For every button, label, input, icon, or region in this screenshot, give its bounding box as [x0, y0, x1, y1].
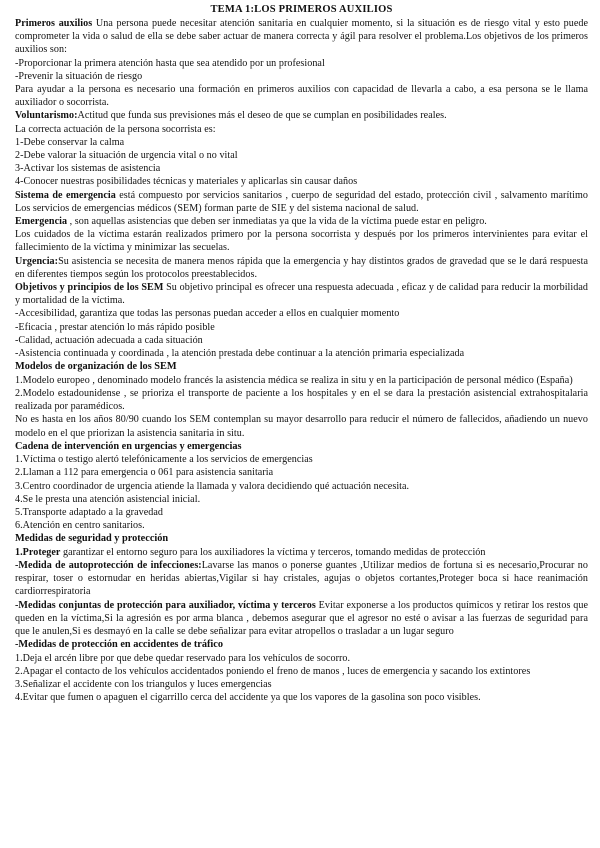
paragraph-text: -Accesibilidad, garantiza que todas las personas puedan acceder a ellos en cualquier momento [15, 308, 400, 320]
paragraph-text: 1.Modelo europeo , denominado modelo francés la asistencia médica se realiza in situ y en la participación de personal médico (España) [15, 374, 573, 386]
paragraph [15, 519, 588, 532]
paragraph-text: 2.Llaman a 112 para emergencia o 061 para asistencia sanitaria [15, 467, 274, 479]
paragraph [15, 215, 588, 228]
paragraph-text: 3.Señalizar el accidente con los triangulos y luces emergencias [15, 678, 272, 690]
paragraph-text: Los cuidados de la víctima estarán realizados primero por la persona socorrista y después por los primeros intervinientes para evitar el fallecimiento de la víctima y minimizar las secuelas. [15, 229, 588, 254]
paragraph [15, 691, 588, 704]
paragraph [15, 413, 588, 439]
bold-term: Voluntarismo: [15, 110, 78, 122]
paragraph-text: 2-Debe valorar la situación de urgencia vital o no vital [15, 150, 238, 162]
paragraph [15, 189, 588, 215]
paragraph-text: 2.Apagar el contacto de los vehículos accidentados poniendo el freno de manos , luces de emergencia y sacando los extintores [15, 665, 531, 677]
paragraph-text: 4.Evitar que fumen o apaguen el cigarrillo cerca del accidente ya que los vapores de la gasolina son poco visibles. [15, 692, 481, 704]
paragraph [15, 559, 588, 599]
bold-term: Modelos de organización de los SEM [15, 361, 177, 373]
paragraph-text: 6.Atención en centro sanitarios. [15, 520, 145, 532]
paragraph-text: Su objetivo principal es ofrecer una respuesta adecuada , eficaz y de calidad para reducir la morbilidad y mortalidad de la víctima. [15, 282, 588, 307]
section-heading [15, 532, 588, 545]
paragraph-text: está compuesto por servicios sanitarios , cuerpo de seguridad del estado, protección civil , salvamento marítimo Los servicios de emergencias médicos (SEM) forman parte de SIE y del sistema nacional de salud. [15, 189, 589, 214]
paragraph-text: garantizar el entorno seguro para los auxiliadores la víctima y terceros, tomando medidas de protección [60, 546, 486, 558]
paragraph [15, 307, 588, 320]
paragraph [15, 281, 588, 307]
paragraph-text: Lavarse las manos o ponerse guantes ,Utilizar medios de fortuna si es necesario,Procurar no respirar, toser o estornudar en heridas abiertas,Vigilar si hay cristales, agujas o objetos cortantes,Proteger boca si hace reanimación cardiorrespiratoria [15, 559, 588, 598]
bold-term: 1.Proteger [15, 546, 61, 558]
paragraph-text: -Proporcionar la primera atención hasta que sea atendido por un profesional [15, 57, 325, 69]
paragraph [15, 136, 588, 149]
paragraph [15, 665, 588, 678]
paragraph [15, 162, 588, 175]
paragraph [15, 334, 588, 347]
paragraph [15, 387, 588, 413]
section-heading [15, 360, 588, 373]
bold-term: Primeros auxilios [15, 18, 93, 29]
paragraph-text: -Eficacia , prestar atención lo más rápido posible [15, 321, 215, 333]
paragraph-text: -Prevenir la situación de riesgo [15, 70, 143, 82]
page-title: TEMA 1:LOS PRIMEROS AUXILIOS [210, 4, 393, 15]
paragraph-text: 4.Se le presta una atención asistencial inicial. [15, 493, 201, 505]
section-heading [15, 638, 588, 651]
paragraph [15, 480, 588, 493]
paragraph [15, 453, 588, 466]
paragraph [15, 347, 588, 360]
paragraph [15, 83, 588, 109]
paragraph-text: 4-Conocer nuestras posibilidades técnicas y materiales y aplicarlas sin causar daños [15, 176, 358, 188]
paragraph [15, 599, 588, 639]
paragraph-text: 3-Activar los sistemas de asistencia [15, 163, 161, 175]
paragraph-text: 5.Transporte adaptado a la gravedad [15, 506, 163, 518]
paragraph-text: 1-Debe conservar la calma [15, 136, 125, 148]
bold-term: Sistema de emergencia [15, 189, 116, 201]
paragraph [15, 123, 588, 136]
bold-term: -Medidas conjuntas de protección para auxiliador, víctima y terceros [15, 599, 316, 611]
section-heading [15, 440, 588, 453]
paragraph-text: -Asistencia continuada y coordinada , la atención prestada debe continuar a la atención primaria especializada [15, 348, 465, 360]
paragraph-text: No es hasta en los años 80/90 cuando los SEM contemplan su mayor desarrollo para reducir el número de fallecidos, añadiendo un nuevo modelo en el que priorizan la asistencia sanitaria in situ. [15, 414, 588, 439]
paragraph [15, 255, 588, 281]
paragraph [15, 17, 588, 57]
paragraph-text: Para ayudar a la persona es necesario una formación en primeros auxilios con capacidad de llevarla a cabo, a esa persona se le llama auxiliador o socorrista. [15, 84, 588, 109]
paragraph-text: Su asistencia se necesita de manera menos rápida que la emergencia y hay distintos grados de gravedad que se le dará respuesta en diferentes tiempos según los protocolos preestablecidos. [15, 255, 588, 280]
bold-term: -Medida de autoprotección de infecciones: [15, 559, 202, 571]
paragraph [15, 466, 588, 479]
paragraph [15, 228, 588, 254]
paragraph-text: 1.Deja el arcén libre por que debe quedar reservado para los vehículos de socorro. [15, 652, 351, 664]
bold-term: Cadena de intervención en urgencias y emergencias [15, 440, 242, 452]
paragraph [15, 149, 588, 162]
paragraph-text: , son aquellas asistencias que deben ser inmediatas ya que la vida de la víctima puede estar en peligro. [67, 216, 487, 228]
paragraph [15, 70, 588, 83]
bold-term: -Medidas de protección en accidentes de tráfico [15, 639, 223, 651]
paragraph [15, 652, 588, 665]
paragraph-text: -Calidad, actuación adecuada a cada situación [15, 334, 203, 346]
paragraph-text: Actitud que funda sus previsiones más el deseo de que se cumplan en posibilidades reales. [77, 110, 447, 122]
paragraph [15, 321, 588, 334]
paragraph [15, 175, 588, 188]
paragraph-text: Evitar exponerse a los productos químicos y retirar los restos que queden en la víctima,Si la agresión es por arma blanca , debemos asegurar que el agresor no esté o avisar a las fuerzas de seguridad para que le anulen,Si es desmayó en la calle se debe señalizar para evitar atropellos o trasladar a un lugar seguro [15, 599, 588, 637]
bold-term: Objetivos y principios de los SEM [15, 282, 164, 294]
paragraph-text: 3.Centro coordinador de urgencia atiende la llamada y valora decidiendo qué actuación necesita. [15, 480, 410, 492]
paragraph-text: 2.Modelo estadounidense , se prioriza el transporte de paciente a los hospitales y en el se dara la prestación asistencial extrahospitalaria realizada por paramédicos. [15, 387, 588, 413]
paragraph [15, 374, 588, 387]
paragraph-text: Una persona puede necesitar atención sanitaria en cualquier momento, si la situación es de riesgo vital y esto puede comprometer la vida o salud de ella se debe saber actuar de manera correcta y ágil para resolver el problema.Los objetivos de los primeros auxilios son: [15, 18, 588, 56]
document-body [15, 17, 588, 704]
paragraph [15, 678, 588, 691]
bold-term: Emergencia [15, 216, 68, 228]
bold-term: Urgencia: [15, 255, 59, 267]
paragraph-text: La correcta actuación de la persona socorrista es: [15, 123, 216, 135]
paragraph [15, 109, 588, 122]
paragraph [15, 57, 588, 70]
paragraph-text: 1.Víctima o testigo alertó telefónicamente a los servicios de emergencias [15, 454, 313, 466]
paragraph [15, 493, 588, 506]
bold-term: Medidas de seguridad y protección [15, 533, 169, 545]
paragraph [15, 546, 588, 559]
paragraph [15, 506, 588, 519]
